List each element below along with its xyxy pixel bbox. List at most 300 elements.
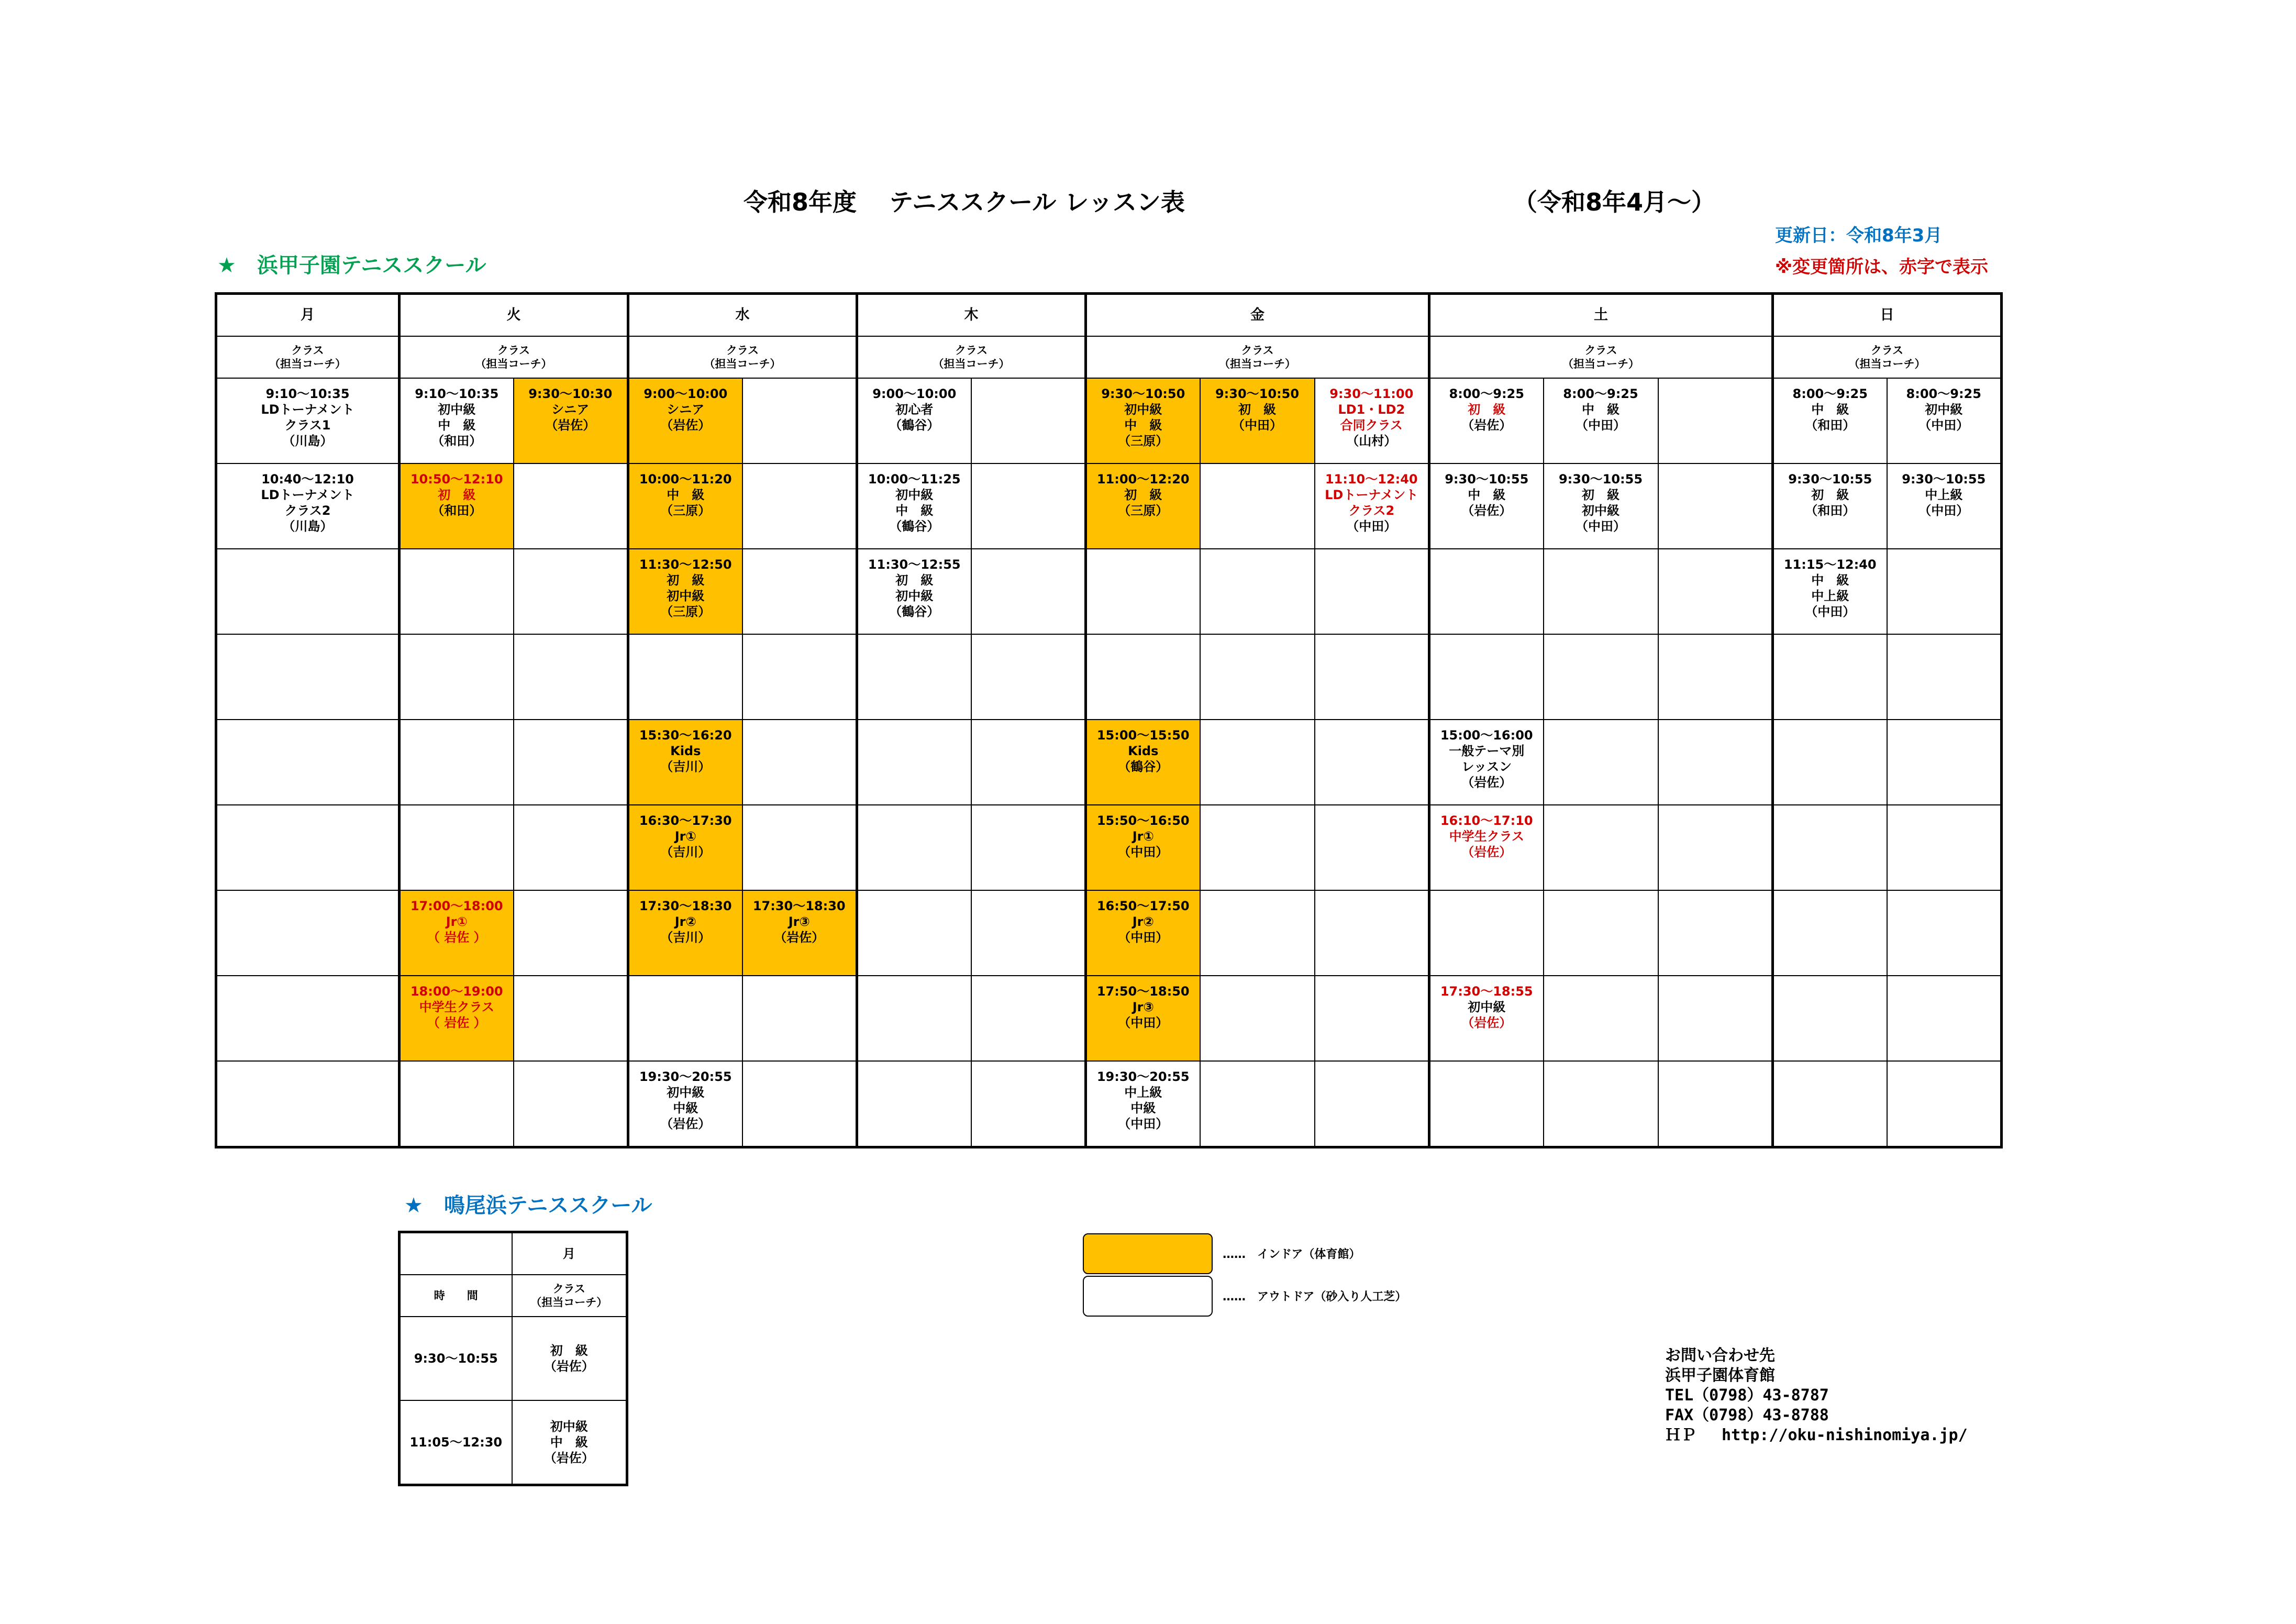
lesson-line: （中田）	[1118, 930, 1169, 945]
class-coach-header-line: （担当コーチ）	[1562, 358, 1639, 370]
naruo-time-header: 時 間	[400, 1275, 512, 1317]
time-slot-row	[216, 805, 2002, 890]
class-coach-header	[400, 336, 628, 378]
lesson-time: 9:30～10:55	[1445, 472, 1529, 487]
empty-cell	[1429, 634, 1544, 720]
lesson-line: （鶴谷）	[889, 418, 940, 433]
lesson-line: LDトーナメント	[1325, 488, 1418, 502]
lesson-line: （川島）	[282, 519, 333, 534]
class-coach-header-line: （担当コーチ）	[933, 358, 1010, 370]
lesson-time: 19:30～20:55	[1096, 1069, 1190, 1084]
updated-date: 更新日：令和8年3月	[1775, 225, 1943, 246]
naruo-class-line: 初中級	[550, 1419, 588, 1434]
empty-cell	[1658, 890, 1773, 976]
lesson-cell	[857, 463, 971, 549]
lesson-time: 9:30～10:50	[1101, 386, 1185, 401]
empty-cell	[1544, 1061, 1658, 1147]
lesson-time: 17:30～18:30	[752, 899, 846, 913]
class-coach-header-line: （担当コーチ）	[269, 358, 346, 370]
lesson-line: 中 級	[1582, 402, 1620, 417]
empty-cell	[1544, 976, 1658, 1061]
contact-website-link[interactable]: ＨＰ http://oku-nishinomiya.jp/	[1665, 1426, 1968, 1444]
empty-cell	[1429, 1061, 1544, 1147]
lesson-line: 中級	[673, 1101, 698, 1115]
empty-cell	[1200, 549, 1315, 634]
lesson-line: （吉川）	[660, 759, 711, 774]
lesson-cell	[514, 378, 628, 463]
empty-cell	[514, 549, 628, 634]
lesson-line: 中 級	[667, 488, 705, 502]
contact-venue: 浜甲子園体育館	[1665, 1366, 1775, 1385]
lesson-line: 中 級	[438, 418, 476, 433]
empty-cell	[1200, 890, 1315, 976]
lesson-line: Kids	[670, 744, 701, 758]
legend-outdoor-label: …… アウトドア（砂入り人工芝）	[1223, 1290, 1407, 1303]
lesson-cell	[1773, 549, 1887, 634]
lesson-line: 中上級	[1925, 488, 1963, 502]
class-coach-header	[628, 336, 857, 378]
empty-cell	[1658, 634, 1773, 720]
empty-cell	[1773, 805, 1887, 890]
lesson-time: 10:40～12:10	[261, 472, 354, 487]
time-slot-row	[216, 463, 2002, 549]
naruo-class-header-line: （担当コーチ）	[530, 1296, 608, 1309]
lesson-time: 8:00～9:25	[1792, 386, 1868, 401]
lesson-schedule-table	[215, 292, 2003, 1148]
lesson-time: 9:30～10:55	[1902, 472, 1986, 487]
lesson-time: 8:00～9:25	[1906, 386, 1981, 401]
empty-cell	[742, 463, 857, 549]
class-coach-header-line: クラス	[726, 344, 759, 357]
lesson-time: 11:15～12:40	[1783, 557, 1877, 572]
lesson-time: 11:10～12:40	[1325, 472, 1418, 487]
lesson-line: 中 級	[1468, 488, 1506, 502]
time-slot-row	[216, 378, 2002, 463]
naruo-class-line: （岩佐）	[544, 1359, 594, 1374]
day-header: 金	[1086, 294, 1429, 337]
empty-cell	[1658, 463, 1773, 549]
empty-cell	[971, 549, 1086, 634]
legend-indoor-swatch	[1083, 1233, 1213, 1274]
empty-cell	[400, 720, 514, 805]
class-coach-header-line: クラス	[291, 344, 324, 357]
class-coach-header-line: クラス	[497, 344, 530, 357]
empty-cell	[1429, 549, 1544, 634]
lesson-line: （和田）	[431, 434, 482, 448]
empty-cell	[742, 634, 857, 720]
lesson-line: 初中級	[1582, 503, 1620, 518]
day-header: 日	[1773, 294, 2002, 337]
lesson-time: 17:30～18:30	[639, 899, 732, 913]
lesson-time: 19:30～20:55	[639, 1069, 732, 1084]
lesson-time: 9:30～11:00	[1329, 386, 1414, 401]
class-coach-header-line: （担当コーチ）	[1848, 358, 1926, 370]
naruo-class-header-line: クラス	[552, 1283, 585, 1295]
lesson-cell	[1086, 378, 1200, 463]
lesson-time: 11:30～12:50	[639, 557, 732, 572]
page-title: 令和8年度 テニススクール レッスン表	[744, 188, 1185, 216]
lesson-line: 中 級	[1124, 418, 1162, 433]
empty-cell	[971, 634, 1086, 720]
lesson-cell	[628, 1061, 742, 1147]
empty-cell	[1315, 634, 1429, 720]
lesson-cell	[400, 378, 514, 463]
lesson-line: 初中級	[895, 589, 934, 603]
lesson-line: （中田）	[1232, 418, 1282, 433]
lesson-time: 15:00～15:50	[1096, 728, 1190, 743]
legend-indoor-label: …… インドア（体育館）	[1223, 1248, 1361, 1261]
lesson-line: 中 級	[895, 503, 934, 518]
lesson-time: 9:30～10:55	[1558, 472, 1643, 487]
empty-cell	[628, 634, 742, 720]
lesson-line: 中 級	[1811, 573, 1849, 588]
lesson-cell	[1773, 378, 1887, 463]
empty-cell	[514, 634, 628, 720]
naruo-corner-cell	[400, 1232, 512, 1275]
lesson-line: （中田）	[1576, 418, 1626, 433]
day-header: 水	[628, 294, 857, 337]
lesson-line: Jr①	[674, 829, 696, 844]
empty-cell	[971, 805, 1086, 890]
lesson-cell	[1544, 378, 1658, 463]
lesson-line: シニア	[551, 402, 590, 417]
lesson-cell	[628, 378, 742, 463]
empty-cell	[1658, 976, 1773, 1061]
lesson-line: （中田）	[1918, 503, 1969, 518]
day-header: 月	[216, 294, 400, 337]
lesson-line: Jr②	[1132, 914, 1154, 929]
lesson-cell	[216, 463, 400, 549]
empty-cell	[400, 634, 514, 720]
lesson-line: 中 級	[1811, 402, 1849, 417]
empty-cell	[857, 976, 971, 1061]
empty-cell	[1887, 890, 2002, 976]
lesson-line: （中田）	[1576, 519, 1626, 534]
lesson-line: （和田）	[1805, 418, 1856, 433]
empty-cell	[1544, 720, 1658, 805]
lesson-line: Jr③	[1132, 1000, 1154, 1014]
lesson-cell	[1086, 805, 1200, 890]
lesson-line: （鶴谷）	[889, 519, 940, 534]
empty-cell	[1887, 720, 2002, 805]
lesson-line: クラス2	[1348, 503, 1395, 518]
lesson-cell	[400, 463, 514, 549]
lesson-line: （ 岩佐 ）	[427, 1015, 486, 1030]
lesson-cell	[857, 378, 971, 463]
contact-info	[1665, 1346, 1968, 1445]
naruo-time-cell: 9:30～10:55	[400, 1317, 512, 1400]
lesson-cell	[1086, 976, 1200, 1061]
lesson-line: （三原）	[1118, 434, 1169, 448]
time-slot-row	[216, 720, 2002, 805]
lesson-line: （鶴谷）	[889, 604, 940, 619]
lesson-line: 初中級	[667, 589, 705, 603]
empty-cell	[1544, 549, 1658, 634]
lesson-line: シニア	[667, 402, 705, 417]
naruo-class-line: （岩佐）	[544, 1451, 594, 1465]
lesson-cell	[1773, 463, 1887, 549]
change-note: ※変更箇所は、赤字で表示	[1775, 257, 1989, 278]
lesson-time: 10:00～11:20	[639, 472, 732, 487]
lesson-time: 9:10～10:35	[265, 386, 350, 401]
naruo-time-cell: 11:05～12:30	[400, 1400, 512, 1485]
time-slot-row	[216, 634, 2002, 720]
lesson-cell	[1429, 463, 1544, 549]
lesson-cell	[628, 720, 742, 805]
section-title-naruohama: ★ 鳴尾浜テニススクール	[404, 1194, 652, 1218]
time-slot-row	[216, 1061, 2002, 1147]
lesson-time: 9:30～10:55	[1788, 472, 1872, 487]
lesson-line: （岩佐）	[774, 930, 825, 945]
lesson-line: Jr③	[788, 914, 810, 929]
lesson-line: （山村）	[1346, 434, 1397, 448]
empty-cell	[1315, 1061, 1429, 1147]
lesson-line: （中田）	[1805, 604, 1856, 619]
empty-cell	[216, 890, 400, 976]
empty-cell	[742, 720, 857, 805]
empty-cell	[216, 549, 400, 634]
lesson-line: （岩佐）	[1461, 1015, 1512, 1030]
lesson-time: 17:00～18:00	[410, 899, 503, 913]
naruo-class-line: 中 級	[550, 1435, 588, 1450]
lesson-line: （岩佐）	[1461, 775, 1512, 790]
lesson-line: 中級	[1130, 1101, 1156, 1115]
class-coach-header	[216, 336, 400, 378]
lesson-line: Jr①	[1132, 829, 1154, 844]
lesson-cell	[1200, 378, 1315, 463]
lesson-line: 初中級	[438, 402, 476, 417]
empty-cell	[857, 805, 971, 890]
empty-cell	[514, 1061, 628, 1147]
empty-cell	[1315, 805, 1429, 890]
lesson-line: （和田）	[431, 503, 482, 518]
empty-cell	[216, 805, 400, 890]
lesson-line: （三原）	[660, 604, 711, 619]
empty-cell	[971, 1061, 1086, 1147]
lesson-time: 9:30～10:50	[1215, 386, 1300, 401]
lesson-line: （岩佐）	[660, 1117, 711, 1131]
class-coach-header-line: クラス	[1241, 344, 1274, 357]
empty-cell	[1200, 805, 1315, 890]
empty-cell	[1315, 720, 1429, 805]
empty-cell	[1544, 634, 1658, 720]
empty-cell	[742, 1061, 857, 1147]
lesson-line: 初中級	[667, 1085, 705, 1100]
time-slot-row	[216, 890, 2002, 976]
empty-cell	[857, 890, 971, 976]
lesson-time: 15:00～16:00	[1440, 728, 1533, 743]
empty-cell	[400, 549, 514, 634]
lesson-line: 初 級	[667, 573, 705, 588]
class-coach-header-line: クラス	[1870, 344, 1904, 357]
day-header: 火	[400, 294, 628, 337]
lesson-time: 16:30～17:30	[639, 813, 732, 828]
lesson-cell	[1429, 805, 1544, 890]
class-coach-header-line: （担当コーチ）	[1219, 358, 1296, 370]
lesson-line: （岩佐）	[545, 418, 596, 433]
lesson-line: （吉川）	[660, 930, 711, 945]
empty-cell	[971, 890, 1086, 976]
empty-cell	[971, 976, 1086, 1061]
lesson-cell	[1086, 463, 1200, 549]
lesson-cell	[628, 463, 742, 549]
lesson-line: クラス2	[284, 503, 331, 518]
empty-cell	[216, 720, 400, 805]
lesson-time: 11:30～12:55	[868, 557, 961, 572]
empty-cell	[1887, 634, 2002, 720]
lesson-time: 9:30～10:30	[528, 386, 613, 401]
empty-cell	[1200, 976, 1315, 1061]
lesson-cell	[1887, 463, 2002, 549]
lesson-cell	[400, 890, 514, 976]
lesson-line: （鶴谷）	[1118, 759, 1169, 774]
empty-cell	[1773, 720, 1887, 805]
lesson-line: Jr①	[446, 914, 468, 929]
lesson-line: 初中級	[1925, 402, 1963, 417]
empty-cell	[1315, 890, 1429, 976]
empty-cell	[1887, 976, 2002, 1061]
empty-cell	[514, 463, 628, 549]
naruo-class-cell	[512, 1400, 627, 1485]
empty-cell	[1200, 720, 1315, 805]
lesson-cell	[1315, 378, 1429, 463]
lesson-line: （三原）	[660, 503, 711, 518]
lesson-time: 15:50～16:50	[1096, 813, 1190, 828]
empty-cell	[742, 549, 857, 634]
lesson-line: （中田）	[1118, 1117, 1169, 1131]
lesson-line: 初中級	[1468, 1000, 1506, 1014]
lesson-line: 初 級	[1238, 402, 1276, 417]
empty-cell	[514, 976, 628, 1061]
lesson-line: 合同クラス	[1340, 418, 1403, 433]
empty-cell	[971, 378, 1086, 463]
lesson-line: （岩佐）	[1461, 503, 1512, 518]
time-slot-row	[216, 549, 2002, 634]
lesson-line: （吉川）	[660, 845, 711, 859]
lesson-line: 中上級	[1811, 589, 1849, 603]
empty-cell	[1658, 720, 1773, 805]
lesson-line: 中上級	[1124, 1085, 1162, 1100]
empty-cell	[742, 378, 857, 463]
lesson-line: （中田）	[1118, 845, 1169, 859]
empty-cell	[1658, 805, 1773, 890]
lesson-line: 初 級	[1468, 402, 1506, 417]
lesson-time: 17:50～18:50	[1096, 984, 1190, 999]
lesson-line: Kids	[1128, 744, 1159, 758]
lesson-line: （岩佐）	[1461, 845, 1512, 859]
empty-cell	[514, 720, 628, 805]
naruo-class-header	[512, 1275, 627, 1317]
lesson-line: 初心者	[895, 402, 934, 417]
lesson-cell	[216, 378, 400, 463]
empty-cell	[216, 976, 400, 1061]
class-coach-header	[857, 336, 1086, 378]
lesson-cell	[1429, 378, 1544, 463]
empty-cell	[1544, 805, 1658, 890]
lesson-time: 8:00～9:25	[1563, 386, 1638, 401]
lesson-line: （和田）	[1805, 503, 1856, 518]
lesson-cell	[628, 805, 742, 890]
class-coach-header	[1773, 336, 2002, 378]
title-period: （令和8年4月～）	[1513, 188, 1716, 216]
empty-cell	[1315, 976, 1429, 1061]
lesson-line: LD1・LD2	[1338, 402, 1405, 417]
lesson-line: （中田）	[1346, 519, 1397, 534]
empty-cell	[1200, 634, 1315, 720]
lesson-line: 初 級	[1582, 488, 1620, 502]
lesson-line: （中田）	[1918, 418, 1969, 433]
empty-cell	[1887, 549, 2002, 634]
empty-cell	[1086, 549, 1200, 634]
lesson-line: LDトーナメント	[261, 488, 354, 502]
lesson-line: 中学生クラス	[1449, 829, 1524, 844]
lesson-cell	[742, 890, 857, 976]
legend-outdoor-swatch	[1083, 1276, 1213, 1317]
lesson-line: 初 級	[1811, 488, 1849, 502]
lesson-cell	[1086, 1061, 1200, 1147]
empty-cell	[400, 1061, 514, 1147]
empty-cell	[1773, 890, 1887, 976]
lesson-time: 16:50～17:50	[1096, 899, 1190, 913]
empty-cell	[1544, 890, 1658, 976]
lesson-time: 9:00～10:00	[872, 386, 957, 401]
lesson-cell	[1315, 463, 1429, 549]
empty-cell	[1773, 1061, 1887, 1147]
section-title-hamakoshien: ★ 浜甲子園テニススクール	[217, 253, 486, 278]
lesson-line: 初中級	[1124, 402, 1162, 417]
contact-fax: FAX（0798）43-8788	[1665, 1406, 1829, 1424]
empty-cell	[1429, 890, 1544, 976]
naruo-class-cell	[512, 1317, 627, 1400]
lesson-line: （三原）	[1118, 503, 1169, 518]
lesson-cell	[1429, 976, 1544, 1061]
lesson-cell	[1544, 463, 1658, 549]
naruo-day-header: 月	[512, 1232, 627, 1275]
empty-cell	[1773, 976, 1887, 1061]
empty-cell	[216, 634, 400, 720]
empty-cell	[1658, 549, 1773, 634]
lesson-line: （中田）	[1118, 1015, 1169, 1030]
lesson-time: 10:50～12:10	[410, 472, 503, 487]
empty-cell	[742, 805, 857, 890]
empty-cell	[857, 720, 971, 805]
lesson-line: Jr②	[674, 914, 696, 929]
empty-cell	[1773, 634, 1887, 720]
lesson-line: （川島）	[282, 434, 333, 448]
lesson-cell	[1086, 890, 1200, 976]
lesson-time: 18:00～19:00	[410, 984, 503, 999]
empty-cell	[857, 634, 971, 720]
empty-cell	[1887, 805, 2002, 890]
empty-cell	[514, 805, 628, 890]
empty-cell	[1200, 1061, 1315, 1147]
contact-heading: お問い合わせ先	[1665, 1346, 1775, 1365]
class-coach-header-line: （担当コーチ）	[475, 358, 552, 370]
lesson-line: 初 級	[1124, 488, 1162, 502]
lesson-line: LDトーナメント	[261, 402, 354, 417]
lesson-cell	[628, 890, 742, 976]
lesson-time: 10:00～11:25	[868, 472, 961, 487]
empty-cell	[514, 890, 628, 976]
lesson-time: 9:00～10:00	[644, 386, 728, 401]
lesson-cell	[400, 976, 514, 1061]
naruohama-schedule-table	[398, 1231, 628, 1486]
empty-cell	[742, 976, 857, 1061]
class-coach-header-line: （担当コーチ）	[704, 358, 781, 370]
empty-cell	[1658, 1061, 1773, 1147]
class-coach-header-line: クラス	[1584, 344, 1617, 357]
lesson-time: 16:10～17:10	[1440, 813, 1533, 828]
